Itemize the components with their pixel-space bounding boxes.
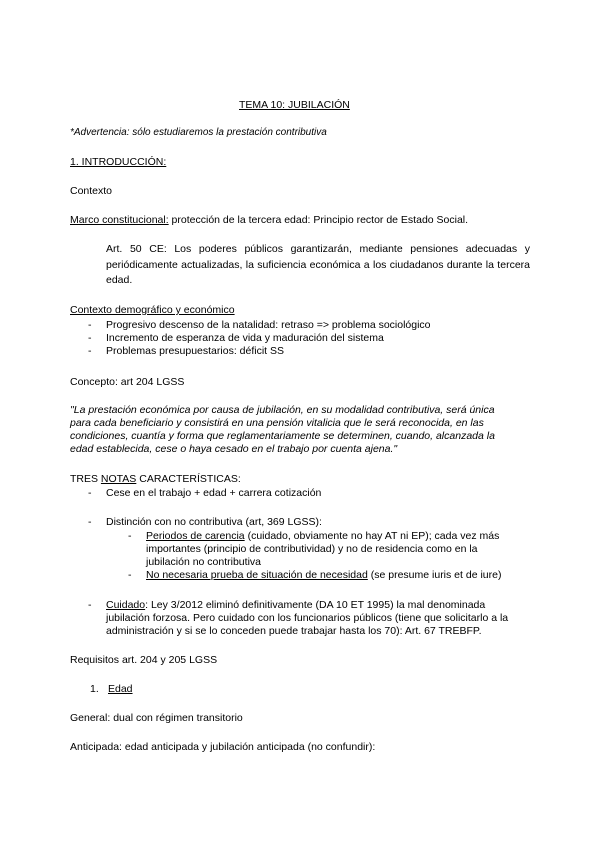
document-title: TEMA 10: JUBILACIÓN: [239, 99, 350, 111]
demographic-heading: Contexto demográfico y económico: [70, 304, 235, 316]
periodos-line: importantes (principio de contributividad) y no de residencia como en la: [146, 543, 478, 555]
warning-note: *Advertencia: sólo estudiaremos la prestación contributiva: [70, 127, 327, 138]
distincion-item: Distinción con no contributiva (art, 369 LGSS):: [106, 516, 322, 528]
necesaria-line: [146, 568, 501, 582]
context-heading: Contexto: [70, 185, 113, 197]
concepto-line: Concepto: art 204 LGSS: [70, 376, 185, 388]
marco-constitucional: [70, 213, 468, 227]
cuidado-line: jubilación forzosa. Pero cuidado con los funcionarios públicos (tiene que solicitarlo a la: [106, 612, 509, 624]
demo-item: Problemas presupuestarios: déficit SS: [106, 345, 285, 357]
cuidado-line: administración y si se lo conceden puede trabajar hasta los 70): Art. 67 TREBFP.: [106, 625, 482, 637]
cuidado-line: [106, 598, 485, 612]
art50-paragraph: Art. 50 CE: Los poderes públicos garantizarán, mediante pensiones adecuadas y periódicamente actualizadas, la suficiencia económica a los ciudadanos durante la tercera edad.: [106, 243, 530, 286]
periodos-text: (cuidado, obviamente no hay AT ni EP); cada vez más: [244, 530, 500, 542]
tres-notas-heading: [70, 472, 241, 486]
bullet-dash: -: [128, 530, 132, 542]
cuidado-label: Cuidado: [106, 599, 146, 611]
section-heading-introduccion: 1. INTRODUCCIÓN:: [70, 156, 167, 168]
bullet-dash: -: [88, 599, 92, 611]
bullet-dash: -: [88, 319, 92, 331]
necesaria-label: No necesaria prueba de situación de necesidad: [146, 569, 368, 581]
tres-notas: NOTAS: [100, 473, 137, 485]
bullet-dash: -: [128, 569, 132, 581]
bullet-dash: -: [88, 487, 92, 499]
cese-item: Cese en el trabajo + edad + carrera cotización: [106, 487, 322, 499]
quote-line: para cada beneficiario y consistirá en una pensión vitalicia que le será reconocida, en las: [70, 417, 484, 429]
requisitos-line: Requisitos art. 204 y 205 LGSS: [70, 654, 218, 666]
periodos-line: [146, 529, 499, 543]
quote-line: "La prestación económica por causa de jubilación, en su modalidad contributiva, será única: [70, 404, 495, 416]
marco-label: Marco constitucional:: [70, 214, 169, 226]
bullet-dash: -: [88, 332, 92, 344]
edad-heading: Edad: [108, 683, 133, 695]
quote-line: edad establecida, cese o haya cesado en el trabajo por cuenta ajena.": [70, 443, 398, 455]
tres-post: CARACTERÍSTICAS:: [136, 473, 241, 485]
quote-line: condiciones, cuantía y forma que reglamentariamente se determinen, cuando, alcanzada la: [70, 430, 495, 442]
demo-item: Progresivo descenso de la natalidad: retraso => problema sociológico: [106, 319, 431, 331]
periodos-line: jubilación no contributiva: [146, 556, 261, 568]
tres-pre: TRES: [70, 473, 101, 485]
anticipada-line: Anticipada: edad anticipada y jubilación anticipada (no confundir):: [70, 741, 376, 753]
cuidado-text: : Ley 3/2012 eliminó definitivamente (DA 10 ET 1995) la mal denominada: [145, 599, 486, 611]
bullet-dash: -: [88, 345, 92, 357]
bullet-dash: -: [88, 516, 92, 528]
marco-text: protección de la tercera edad: Principio rector de Estado Social.: [168, 214, 469, 226]
edad-number: 1.: [90, 683, 99, 695]
periodos-label: Periodos de carencia: [146, 530, 245, 542]
demo-item: Incremento de esperanza de vida y maduración del sistema: [106, 332, 384, 344]
necesaria-text: (se presume iuris et de iure): [367, 569, 502, 581]
general-line: General: dual con régimen transitorio: [70, 712, 243, 724]
